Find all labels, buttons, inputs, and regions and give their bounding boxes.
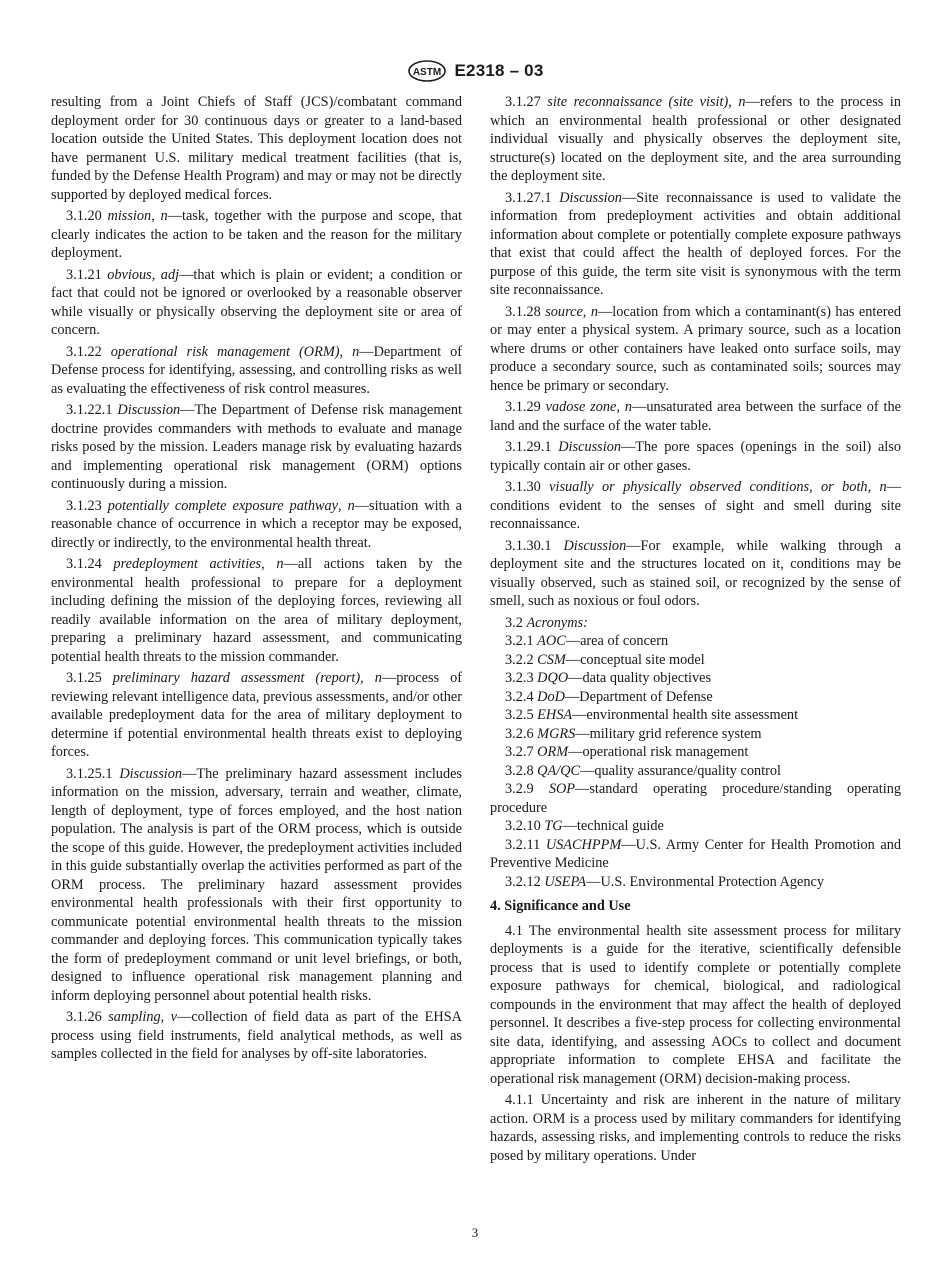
discussion: 3.1.30.1 Discussion—For example, while walking through a deployment site and the structures located on it, conditions may be visually observed, such as stained soil, or recognized by the sense of smell, such as noxious or foul odors. [490,537,901,609]
astm-logo [407,60,447,82]
discussion: 3.1.27.1 Discussion—Site reconnaissance is used to validate the information from predeployment activities and obtain additional information about complete or potentially complete exposure pathways that exist that could affect the health of deployed forces. For the purpose of this guide, the term site visit is synonymous with the term site reconnaissance. [490,189,901,298]
definition: 3.1.27 site reconnaissance (site visit), n—refers to the process in which an environmental health professional or other designated individual visually and physically observes the deployment site, structure(s) located on the deployment site, and the area surrounding the deployment site. [490,94,902,184]
acronym-item: 3.2.8 QA/QC—quality assurance/quality control [505,762,781,779]
definition: 3.1.24 predeployment activities, n—all actions taken by the environmental health professional to prepare for a deployment including defining the mission of the deploying forces, reviewing all readily available information on the area of military deployment, preparing a preliminary hazard assessment, and communicating potential health threats to the mission commander. [51,556,462,665]
paragraph: resulting from a Joint Chiefs of Staff (JCS)/combatant command deployment order for 30 continuous days or greater to a land-based location outside the United States. This deployment location does not have permanent U.S. military medical treatment facilities (that is, funded by the Defense Health Program) and may or may not be directly supported by deployed medical forces. [51,94,462,203]
definition: 3.1.20 mission, n—task, together with the purpose and scope, that clearly indicates the action to be taken and the reason for the military deployment. [51,208,462,261]
page-number: 3 [471,1225,479,1240]
acronym-item: 3.2.7 ORM—operational risk management [505,744,749,760]
definition: 3.1.22 operational risk management (ORM), n—Department of Defense process for identifying, assessing, and controlling risks as well as evaluating the effectiveness of risk control measures. [51,343,463,397]
acronym-item: 3.2.4 DoD—Department of Defense [505,688,713,705]
acronym-item: 3.2.2 CSM—conceptual site model [505,651,705,668]
acronym-item: 3.2.5 EHSA—environmental health site assessment [505,707,799,723]
section-heading: 4. Significance and Use [490,898,631,914]
paragraph: 4.1 The environmental health site assessment process for military deployments is a guide for the iterative, scientifically defensible process that is used to identify complete or potentially complete exposure pathways for chemical, biological, and radiological compounds in the environment that may affect the health of deployed personnel. It describes a five-step process for collecting environmental site data, identifying, and assessing AOCs to collect and document appropriate information to complete EHSA and facilitate the operational risk management (ORM) decision-making process. [490,922,901,1087]
definition: 3.1.23 potentially complete exposure pathway, n—situation with a reasonable chance of occurrence in which a receptor may be exposed, directly or indirectly, to the environmental health threat. [51,497,463,551]
discussion: 3.1.29.1 Discussion—The pore spaces (openings in the soil) also typically contain air or other gases. [490,439,901,474]
definition: 3.1.28 source, n—location from which a contaminant(s) has entered or may enter a physical system. A primary source, such as a location where drums or other containers have leaked onto surface soils, may produce a secondary source, such as contaminated soils; sources may hence be primary or secondary. [490,303,901,394]
acronym-item: 3.2.3 DQO—data quality objectives [505,670,712,686]
definition: 3.1.25 preliminary hazard assessment (report), n—process of reviewing relevant intelligence data, previous assessments, and/or other available predeployment data for the area of military deployment to determine if potential environmental health threats exist to deploying forces. [51,670,462,760]
definition: 3.1.29 vadose zone, n—unsaturated area between the surface of the land and the surface of the water table. [490,399,901,434]
acronym-item: 3.2.10 TG—technical guide [505,818,664,834]
acronym-item: 3.2.9 SOP—standard operating procedure/standing operating procedure [490,781,901,816]
acronym-item: 3.2.1 AOC—area of concern [505,633,669,649]
acronym-item: 3.2.6 MGRS—military grid reference system [505,725,762,742]
definition: 3.1.26 sampling, v—collection of field data as part of the EHSA process using field instruments, field analytical methods, as well as samples collected in the field for analyses by off-site laboratories. [51,1009,463,1062]
definition: 3.1.21 obvious, adj—that which is plain or evident; a condition or fact that could not be ignored or overlooked by a reasonable observer while visually or physically observing the deployment site or area of concern. [51,266,462,338]
discussion: 3.1.22.1 Discussion—The Department of Defense risk management doctrine provides commanders with methods to evaluate and manage risks posed by the mission. Leaders manage risk by evaluating hazards and implementing operational risk management (ORM) options continuously during a mission. [51,402,462,492]
page-header [0,58,950,84]
acronym-list [490,632,901,891]
acronyms-title: 3.2 Acronyms: [505,614,588,631]
document-id: E2318 – 03 [454,61,544,80]
discussion: 3.1.25.1 Discussion—The preliminary hazard assessment includes information on the mission, adversary, terrain and weather, climate, length of deployment, type of forces employed, and the host nation population. The analysis is part of the ORM process, which is outside the scope of this guide. However, the predeployment activities included in this guide substantially overlap the activities performed as part of the ORM process. The preliminary hazard assessment provides environmental health professionals with their first opportunity to communicate potential environmental health threats to the mission commander and deploying forces. This communication typically takes the form of predeployment command or unit level briefings, or both, designed to influence operational risk management planning and inform deploying personnel about potential health risks. [51,765,462,1004]
acronym-item: 3.2.11 USACHPPM—U.S. Army Center for Health Promotion and Preventive Medicine [490,836,901,871]
acronym-item: 3.2.12 USEPA—U.S. Environmental Protection Agency [505,873,825,890]
definition: 3.1.30 visually or physically observed conditions, or both, n—conditions evident to the senses of sight and smell during site reconnaissance. [490,479,901,532]
right-column [490,93,901,1168]
paragraph: 4.1.1 Uncertainty and risk are inherent in the nature of military action. ORM is a process used by military commanders for identifying hazards, assessing risks, and implementing controls to reduce the risks posed by military operations. Under [490,1092,901,1164]
left-column [51,93,462,1067]
svg-text:ASTM: ASTM [412,67,441,78]
